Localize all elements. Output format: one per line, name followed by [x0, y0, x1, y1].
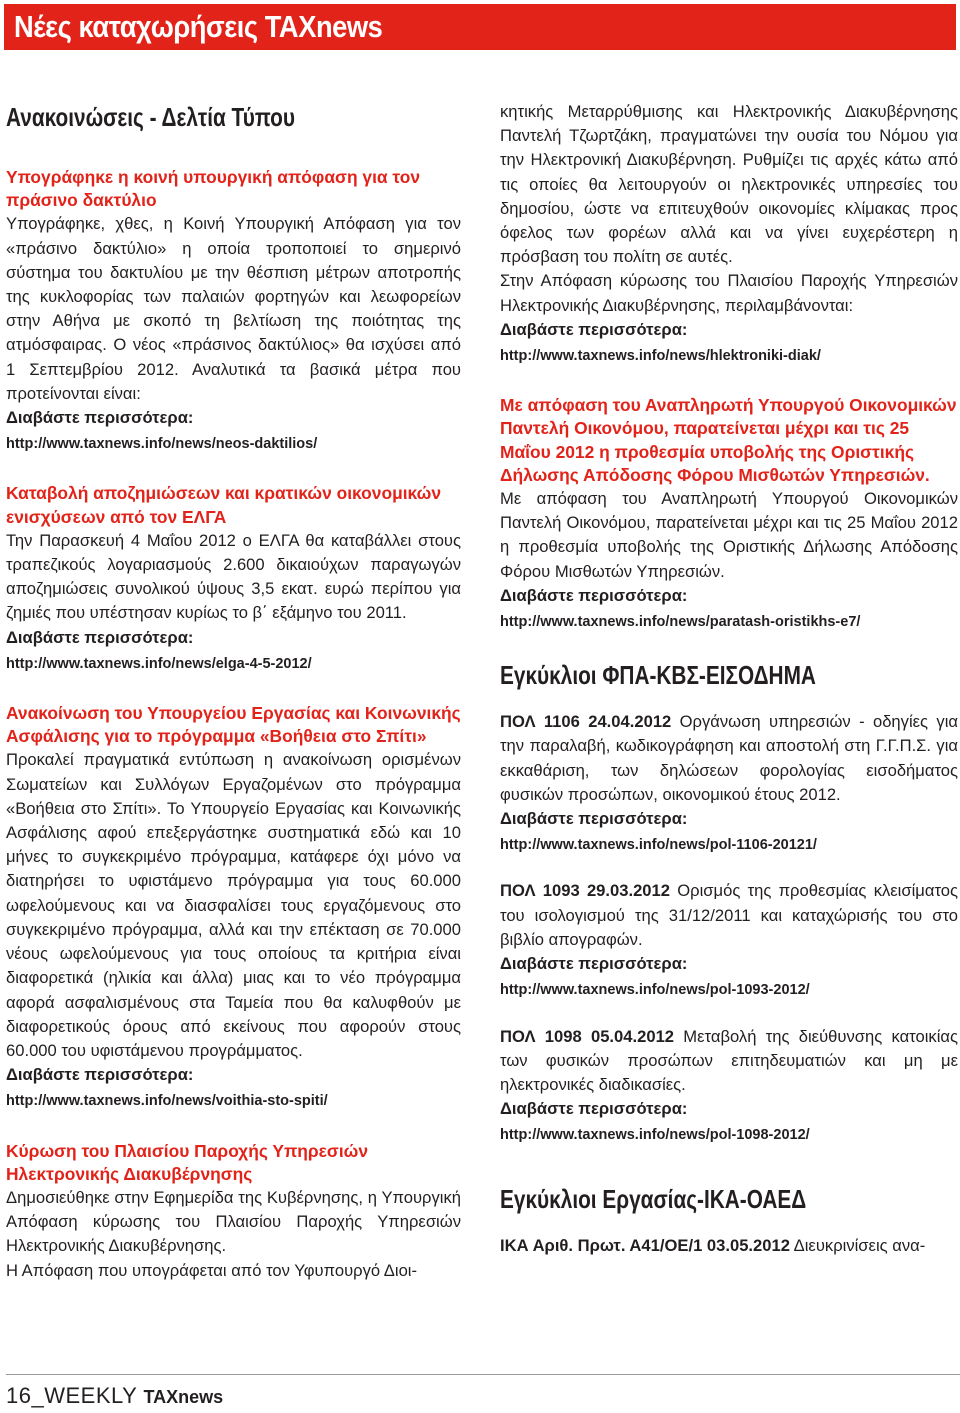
- article-link[interactable]: http://www.taxnews.info/news/hlektroniki-diak/: [500, 348, 821, 365]
- read-more-label: Διαβάστε περισσότερα:: [500, 1099, 688, 1119]
- footer-brand: TAXnews: [143, 1387, 224, 1407]
- page-number: 16: [6, 1383, 32, 1408]
- section-title-press: Ανακοινώσεις - Δελτία Τύπου: [6, 102, 295, 132]
- article-headline: Καταβολή αποζημιώσεων και κρατικών οικονομικών ενισχύσεων από τον ΕΛΓΑ: [6, 483, 442, 527]
- circular-item: [500, 1025, 958, 1148]
- circular-link[interactable]: http://www.taxnews.info/news/pol-1098-2012/: [500, 1127, 810, 1144]
- circular-description: Μεταβολή της διεύθυνσης κατοικίας των φυσικών προσώπων επιτηδευματιών και μη με ηλεκτρονικές διαδικασίες.: [500, 1026, 958, 1094]
- circular-code: ΠΟΛ 1098 05.04.2012: [500, 1026, 675, 1046]
- article-body: Υπογράφηκε, χθες, η Κοινή Υπουργική Απόφαση για τον «πράσινο δακτύλιο» η οποία τροποποιεί το σημερινό σύστημα του δακτυλίου με την θέσπιση μέτρων αποτροπής της κυκλοφορίας των παλαιών φορτηγών και λεωφορείων στην Αθήνα με σκοπό τη βελτίωση της ποιότητας της ατμόσφαιρας. Ο νέος «πράσινος δακτύλιος» θα ισχύσει από 1 Σεπτεμβρίου 2012. Αναλυτικά τα βασικά μέτρα που προτείνονται είναι:: [6, 214, 461, 403]
- right-column: [500, 100, 958, 1280]
- article-body: Την Παρασκευή 4 Μαΐου 2012 ο ΕΛΓΑ θα καταβάλλει στους τραπεζικούς λογαριασμούς 2.600 δικαιούχων παραγωγών αποζημιώσεις συνολικού ύψους 3,5 εκατ. ευρώ περίπου για ζημιές που υπέστησαν κυρίως το β΄ εξάμηνο του 2011.: [6, 530, 461, 623]
- left-column: [6, 98, 461, 1309]
- circular-item: [500, 710, 958, 857]
- banner-title: Νέες καταχωρήσεις TAXnews: [14, 9, 383, 44]
- article-e-government: [6, 1140, 461, 1283]
- article-link[interactable]: http://www.taxnews.info/news/neos-daktilios/: [6, 436, 318, 453]
- page-footer: [6, 1374, 960, 1413]
- circular-item: [500, 1234, 958, 1258]
- read-more-label: Διαβάστε περισσότερα:: [6, 1065, 194, 1085]
- article-body: Με απόφαση του Αναπληρωτή Υπουργού Οικονομικών Παντελή Οικονόμου, παρατείνεται μέχρι και τις 25 Μαΐου 2012 η προθεσμία υποβολής της Οριστικής Δήλωσης Απόδοσης Φόρου Μισθωτών Υπηρεσιών.: [500, 489, 958, 581]
- article-body: κητικής Μεταρρύθμισης και Ηλεκτρονικής Διακυβέρνησης Παντελή Τζωρτζάκη, πραγματώνει την ουσία του Νόμου για την Ηλεκτρονική Διακυβέρνηση. Ρυθμίζει τις αρχές κάτω από τις οποίες θα λειτουργούν οι ηλεκτρονικές υπηρεσίες του δημοσίου, ώστε να επιτευχθούν οικονομίες κλίμακας προς όφελος των φορέων αλλά και να γίνει ευχερέστερη η πρόσβαση του πολίτη σε αυτές.: [500, 102, 958, 267]
- article-deadline-extension: [500, 394, 958, 634]
- article-home-help: [6, 702, 461, 1113]
- article-elga: [6, 482, 461, 676]
- circular-description: Ορισμός της προθεσμίας κλεισίματος του ισολογισμού της 31/12/2011 και καταχώρισής του στο βιβλίο απογραφών.: [500, 881, 958, 949]
- article-body: Στην Απόφαση κύρωσης του Πλαισίου Παροχής Υπηρεσιών Ηλεκτρονικής Διακυβέρνησης, περιλαμβάνονται:: [500, 271, 958, 315]
- article-headline: Κύρωση του Πλαισίου Παροχής Υπηρεσιών Ηλεκτρονικής Διακυβέρνησης: [6, 1140, 369, 1184]
- article-link[interactable]: http://www.taxnews.info/news/voithia-sto-spiti/: [6, 1093, 328, 1110]
- article-body-continued: Η Απόφαση που υπογράφεται από τον Υφυπουργό Διοι-: [6, 1260, 418, 1280]
- circular-code: ΙΚΑ Αριθ. Πρωτ. Α41/ΟΕ/1 03.05.2012: [500, 1235, 790, 1255]
- section-title-labour: Εγκύκλιοι Εργασίας-ΙΚΑ-ΟΑΕΔ: [500, 1183, 807, 1214]
- section-title-vat: Εγκύκλιοι ΦΠΑ-ΚΒΣ-ΕΙΣΟΔΗΜΑ: [500, 660, 816, 691]
- read-more-label: Διαβάστε περισσότερα:: [500, 319, 688, 339]
- read-more-label: Διαβάστε περισσότερα:: [500, 809, 688, 829]
- read-more-label: Διαβάστε περισσότερα:: [500, 954, 688, 974]
- circular-description: Διευκρινίσεις ανα-: [789, 1235, 926, 1255]
- circular-item: [500, 879, 958, 1002]
- article-headline: Υπογράφηκε η κοινή υπουργική απόφαση για τον πράσινο δακτύλιο: [6, 167, 420, 211]
- read-more-label: Διαβάστε περισσότερα:: [6, 627, 194, 647]
- article-body: Δημοσιεύθηκε στην Εφημερίδα της Κυβέρνησης, η Υπουργική Απόφαση κύρωσης του Πλαισίου Παροχής Υπηρεσιών Ηλεκτρονικής Διακυβέρνησης.: [6, 1187, 461, 1256]
- circular-text: [500, 710, 958, 807]
- read-more-label: Διαβάστε περισσότερα:: [500, 585, 688, 605]
- article-headline: Με απόφαση του Αναπληρωτή Υπουργού Οικονομικών Παντελή Οικονόμου, παρατείνεται μέχρι και τις 25 Μαΐου 2012 η προθεσμία υποβολής της Οριστικής Δήλωσης Απόδοσης Φόρου Μισθωτών Υπηρεσιών.: [500, 395, 957, 485]
- circular-text: [500, 1025, 958, 1098]
- circular-text: [500, 1234, 958, 1258]
- circular-link[interactable]: http://www.taxnews.info/news/pol-1106-20121/: [500, 837, 817, 854]
- read-more-label: Διαβάστε περισσότερα:: [6, 408, 194, 428]
- article-link[interactable]: http://www.taxnews.info/news/paratash-oristikhs-e7/: [500, 614, 861, 631]
- footer-weekly: _WEEKLY: [31, 1383, 144, 1408]
- circular-code: ΠΟΛ 1106 24.04.2012: [500, 712, 672, 732]
- footer-page-label: [6, 1383, 223, 1410]
- circular-text: [500, 879, 958, 952]
- article-green-ring: [6, 166, 461, 456]
- article-link[interactable]: http://www.taxnews.info/news/elga-4-5-2012/: [6, 655, 312, 672]
- circular-code: ΠΟΛ 1093 29.03.2012: [500, 881, 670, 901]
- circular-description: Οργάνωση υπηρεσιών - οδηγίες για την παραλαβή, κωδικογράφηση και αποστολή στη Γ.Γ.Π.Σ. για εκκαθάριση, των δηλώσεων φορολογίας εισοδήματος φυσικών προσώπων, οικονομικού έτους 2012.: [500, 712, 958, 804]
- article-headline: Ανακοίνωση του Υπουργείου Εργασίας και Κοινωνικής Ασφάλισης για το πρόγραμμα «Βοήθεια στο Σπίτι»: [6, 703, 461, 747]
- article-e-government-continued: [500, 100, 958, 368]
- article-body: Προκαλεί πραγματικά εντύπωση η ανακοίνωση ορισμένων Σωματείων και Συλλόγων Εργαζομένων στο πρόγραμμα «Βοήθεια στο Σπίτι». Το Υπουργείο Εργασίας και Κοινωνικής Ασφάλισης αφού επεξεργάστηκε συστηματικά εδώ και 10 μήνες το συγκεκριμένο πρόγραμμα, κατάφερε όχι μόνο να διατηρήσει το υφιστάμενο πρόγραμμα για τους 60.000 ωφελούμενους και να διασφαλίσει τους εργαζόμενους στο συγκεκριμένο πρόγραμμα, αλλά και την επέκταση σε 70.000 νέους ωφελούμενους για τους οποίους τα κριτήρια είναι διαφορετικά (ηλικία και άλλα) μιας και το νέο πρόγραμμα αφορά ασφαλισμένους στα Ταμεία που θα καλυφθούν με διαφορετικούς όρους από εκείνους που αφορούν στους 60.000 του υφιστάμενου προγράμματος.: [6, 750, 461, 1060]
- header-banner: [4, 4, 956, 50]
- circular-link[interactable]: http://www.taxnews.info/news/pol-1093-2012/: [500, 982, 810, 999]
